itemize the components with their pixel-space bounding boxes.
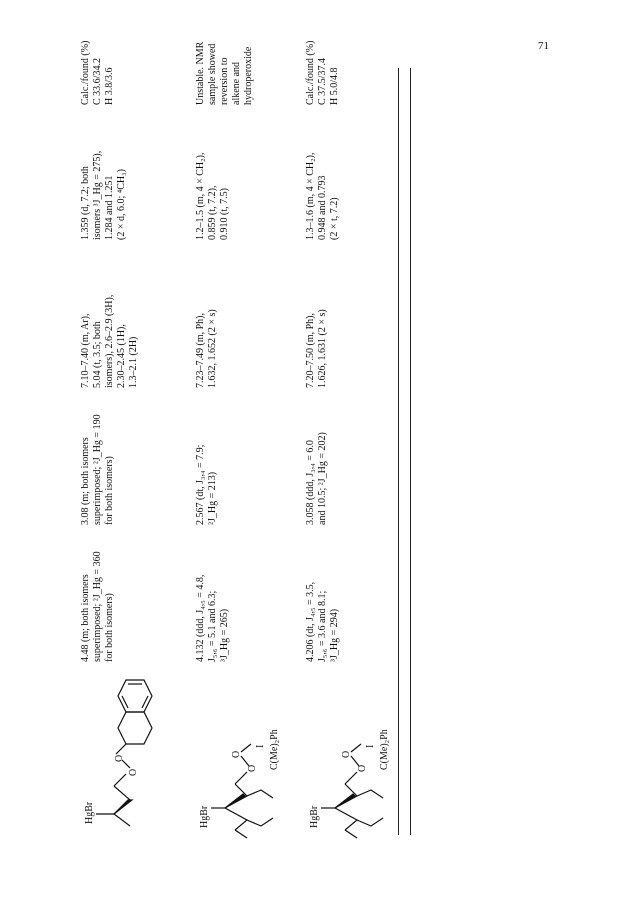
- svg-text:O: O: [114, 754, 125, 762]
- structure-cell: [80, 665, 180, 830]
- h-alpha-shift-cell: 4.132 (ddd, J₄,₅ = 4.8, J₅,₆ = 5.1 and 6.3; ³J_Hg = 265): [195, 574, 230, 662]
- nmr-data-table: [80, 40, 400, 830]
- analysis-cell: Unstable. NMR sample showed reversion to alkene and hydroperoxide: [195, 41, 254, 105]
- h-alpha-shift-cell: 4.206 (dt, J₄,₅ = 3.5, J₅,₆ = 3.6 and 8.1; ³J_Hg = 294): [305, 581, 340, 662]
- svg-text:O: O: [357, 764, 368, 772]
- h-hg-shift-cell: 3.058 (ddd, J₃,₄ = 6.0 and 10.5; ²J_Hg = 202): [305, 432, 328, 525]
- aryl-shift-cell: 7.10–7.40 (m, Ar), 5.04 (t, 3.5; both isomers), 2.6–2.9 (3H), 2.30–2.45 (1H), 1.3–2.1 (2H): [80, 294, 139, 388]
- structure-substituent: C(Me)₂Ph: [379, 729, 390, 770]
- structure-substituent: C(Me)₂Ph: [269, 729, 280, 770]
- aryl-shift-cell: 7.20–7.50 (m, Ph), 1.626, 1.631 (2 × s): [305, 309, 328, 388]
- alkyl-shift-cell: 1.2–1.5 (m, 4 × CH₂), 0.859 (t, 7.2), 0.910 (t, 7.5): [195, 152, 230, 240]
- svg-text:I: I: [365, 744, 376, 748]
- alkyl-shift-cell: 1.3–1.6 (m, 4 × CH₂), 0.948 and 0.793 (2 × t, 7.2): [305, 152, 340, 240]
- analysis-cell: Calc./found (%) C 37.5/37.4 H 5.0/4.8: [305, 40, 340, 105]
- alkyl-shift-cell: 1.359 (d, 7.2; both isomers ³J_Hg = 275), 1.284 and 1.251 (2 × d, 6.0; ⁴CH₃): [80, 150, 127, 240]
- h-hg-shift-cell: 2.567 (dt, J₃,₄ = 7.9; ²J_Hg = 213): [195, 444, 218, 525]
- analysis-cell: Calc./found (%) C 33.6/34.2 H 3.8/3.6: [80, 40, 115, 105]
- structure-label: HgBr: [309, 805, 320, 828]
- aryl-shift-cell: 7.23–7.49 (m, Ph), 1.632, 1.652 (2 × s): [195, 309, 218, 388]
- structure-label: HgBr: [84, 801, 95, 824]
- svg-text:O: O: [231, 750, 242, 758]
- tetralin-peroxide-structure: [80, 665, 180, 830]
- structure-label: HgBr: [199, 805, 210, 828]
- svg-text:I: I: [255, 744, 266, 748]
- h-hg-shift-cell: 3.08 (m; both isomers superimposed; ²J_Hg = 190 for both isomers): [80, 414, 115, 525]
- svg-text:O: O: [128, 768, 139, 776]
- dialkyl-peroxide-structure: [195, 665, 295, 830]
- svg-text:O: O: [247, 764, 258, 772]
- structure-cell: [195, 665, 295, 830]
- page-number: 71: [538, 40, 549, 52]
- structure-cell: [305, 665, 405, 830]
- dialkyl-peroxide-structure: [305, 665, 405, 830]
- h-alpha-shift-cell: 4.48 (m; both isomers superimposed; ²J_Hg = 360 for both isomers): [80, 551, 115, 662]
- table-rule-bottom: [410, 68, 411, 835]
- svg-text:O: O: [341, 750, 352, 758]
